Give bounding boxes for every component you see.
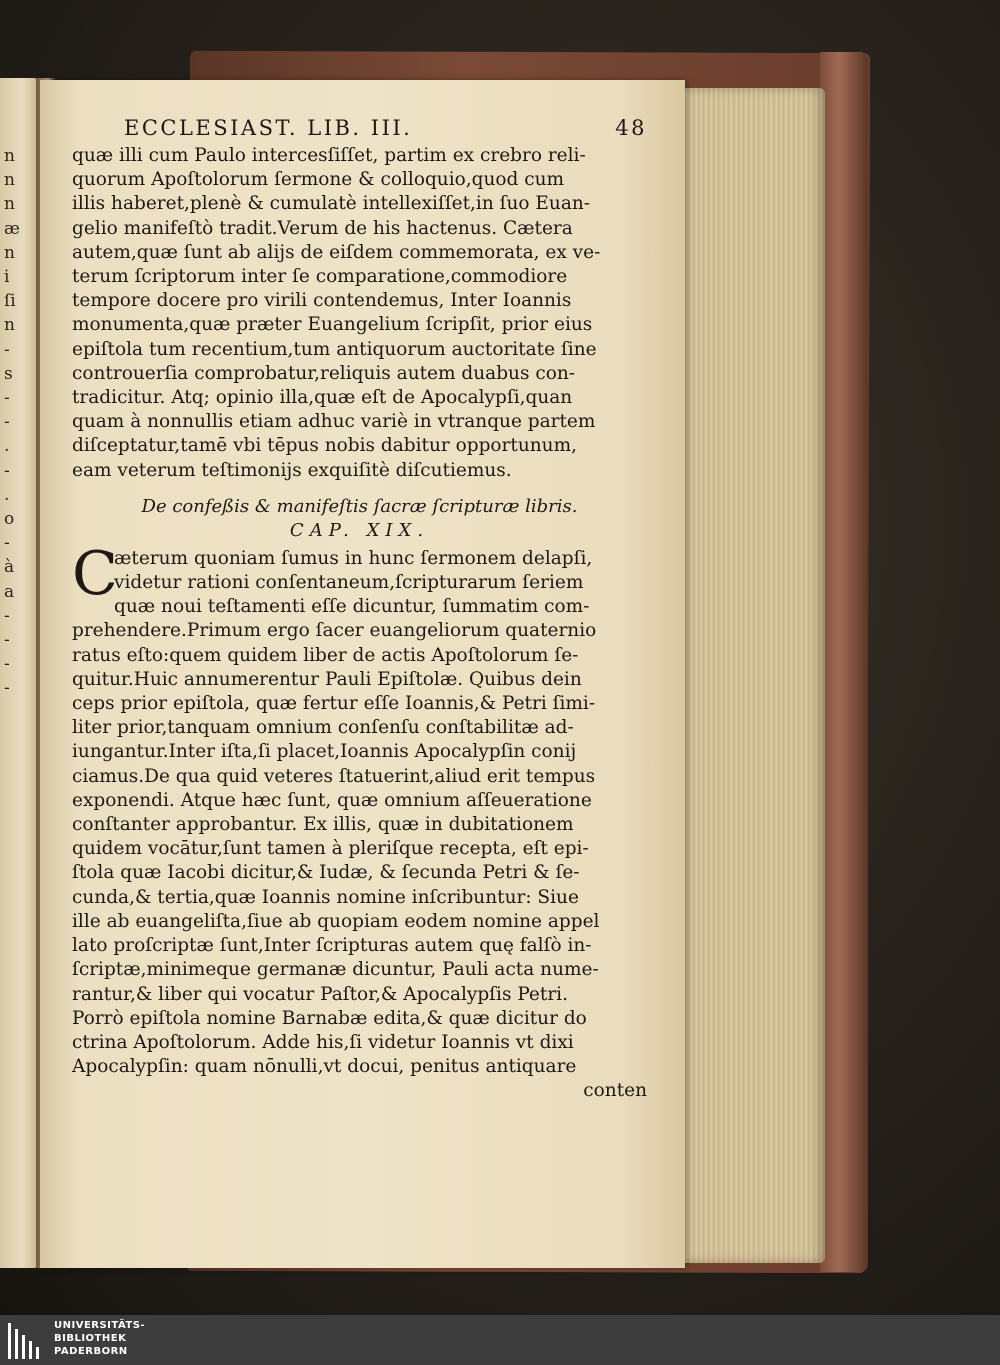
running-head-title: ECCLESIAST. LIB. III.: [124, 116, 413, 140]
left-page-glyph: ſi: [4, 291, 16, 312]
paragraph-2: [72, 538, 647, 1079]
text-line: quam à nonnullis etiam adhuc variè in vtranque partem: [72, 411, 596, 433]
text-line: iungantur.Inter iſta,ſi placet,Ioannis Apocalypſin conij: [72, 741, 577, 763]
text-line: lato proſcriptæ ſunt,Inter ſcripturas autem quę falſò in-: [72, 935, 592, 957]
text-line: ratus eſto:quem quidem liber de actis Apoſtolorum ſe-: [72, 644, 579, 666]
text-line: terum ſcriptorum inter ſe comparatione,commodiore: [72, 266, 568, 288]
left-page-glyph: -: [4, 339, 10, 360]
left-page-glyph: n: [4, 242, 15, 263]
text-line: ille ab euangeliſta,ſiue ab quopiam eodem nomine appel: [72, 910, 600, 932]
drop-cap: C: [72, 538, 118, 609]
left-page-glyph: o: [4, 509, 15, 529]
text-line: ſcriptæ,minimeque germanæ dicuntur, Pauli acta nume-: [72, 959, 599, 981]
left-page-glyph: -: [4, 678, 10, 699]
library-name-line-1: UNIVERSITÄTS-: [54, 1320, 146, 1331]
text-line: rantur,& liber qui vocatur Paſtor,& Apocalypſis Petri.: [72, 983, 568, 1005]
text-line: quidem vocātur,ſunt tamen à pleriſque recepta, eſt epi-: [72, 838, 589, 860]
library-name: [54, 1319, 145, 1358]
text-line: illis haberet,plenè & cumulatè intellexiſſet,in ſuo Euan-: [72, 193, 591, 215]
chapter-number: CAP. XIX.: [289, 519, 430, 541]
text-line: quorum Apoſtolorum ſermone & colloquio,quod cum: [72, 169, 565, 191]
text-line: monumenta,quæ præter Euangelium ſcripſit, prior eius: [72, 314, 593, 336]
running-head: [72, 116, 647, 140]
catchword: conten: [583, 1080, 647, 1102]
left-page-fragment: [0, 78, 38, 1268]
text-line: controuerſia comprobatur,reliquis autem duabus con-: [72, 362, 575, 384]
text-line: videtur rationi conſentaneum,ſcripturarum ſeriem: [114, 572, 584, 594]
text-line: ceps prior epiſtola, quæ fertur eſſe Ioannis,& Petri ſimi-: [72, 693, 596, 715]
left-page-glyph: -: [4, 388, 10, 408]
paragraph-2-first-lines: [72, 538, 647, 620]
text-line: eam veterum teſtimonijs exquiſitè diſcutiemus.: [72, 459, 512, 481]
library-name-line-2: BIBLIOTHEK: [54, 1333, 127, 1344]
text-line: conſtanter approbantur. Ex illis, quæ in dubitationem: [72, 814, 574, 836]
left-page-glyph: -: [4, 412, 10, 433]
text-line: prehendere.Primum ergo ſacer euangeliorum quaternio: [72, 620, 597, 642]
text-line: exponendi. Atque hæc ſunt, quæ omnium aſſeueratione: [72, 789, 592, 811]
page-block-edge: [685, 88, 825, 1263]
text-line: Porrò epiſtola nomine Barnabæ edita,& quæ dicitur do: [72, 1007, 587, 1029]
text-line: ciamus.De qua quid veteres ſtatuerint,aliud erit tempus: [72, 765, 596, 787]
text-line: æterum quoniam ſumus in hunc ſermonem delapſi,: [114, 547, 593, 569]
text-line: tempore docere pro virili contendemus, Inter Ioannis: [72, 290, 572, 312]
left-page-glyph: n: [4, 194, 15, 215]
cover-edge: [820, 52, 868, 1272]
paragraph-2-body: [72, 619, 647, 1079]
text-line: gelio manifeſtò tradit.Verum de his hactenus. Cætera: [72, 217, 573, 239]
text-line: ctrina Apoſtolorum. Adde his,ſi videtur Ioannis vt dixi: [72, 1031, 574, 1053]
chapter-title: De confeßis & manifeſtis ſacræ ſcripturæ libris.: [141, 495, 578, 517]
text-line: Apocalypſin: quam nōnulli,vt docui, penitus antiquare: [72, 1056, 577, 1078]
left-page-glyph: à: [4, 557, 15, 578]
paragraph-1: [72, 144, 647, 483]
book-page: [40, 80, 685, 1268]
left-page-glyph: -: [4, 630, 10, 650]
text-line: ſtola quæ Iacobi dicitur,& Iudæ, & ſecunda Petri & ſe-: [72, 862, 580, 884]
left-page-glyph: s: [4, 363, 13, 384]
library-name-line-3: PADERBORN: [54, 1346, 128, 1357]
left-page-glyph: -: [4, 654, 10, 675]
text-line: epiſtola tum recentium,tum antiquorum auctoritate ſine: [72, 338, 597, 360]
text-line: autem,quæ ſunt ab alijs de eiſdem commemorata, ex ve-: [72, 241, 601, 263]
edge-inscription: [697, 153, 818, 191]
text-line: quitur.Huic annumerentur Pauli Epiſtolæ. Quibus dein: [72, 668, 582, 690]
text-line: tradicitur. Atq; opinio illa,quæ eſt de Apocalypſi,quan: [72, 387, 573, 409]
left-page-glyph: .: [4, 436, 10, 457]
left-page-glyph: n: [4, 315, 15, 336]
page-text: [72, 116, 647, 1104]
footer-bar: [0, 1315, 1000, 1365]
left-page-glyph: æ: [4, 218, 20, 239]
text-line: liter prior,tanquam omnium conſenſu conſtabilitæ ad-: [72, 717, 574, 739]
text-line: cunda,& tertia,quæ Ioannis nomine inſcribuntur: Siue: [72, 886, 579, 908]
left-page-glyph: i: [4, 267, 10, 287]
text-line: quæ noui teſtamenti eſſe dicuntur, ſummatim com-: [114, 596, 590, 618]
folio-number: 48: [615, 116, 647, 140]
left-page-glyph: n: [4, 146, 15, 166]
left-page-glyph: .: [4, 484, 10, 505]
text-line: quæ illi cum Paulo intercesſiſſet, partim ex crebro reli-: [72, 145, 586, 166]
left-page-glyph: n: [4, 170, 15, 191]
left-page-glyph: -: [4, 533, 10, 554]
left-page-glyph: a: [4, 581, 15, 602]
library-logo-icon: [8, 1323, 46, 1359]
left-page-glyph: -: [4, 605, 10, 626]
left-page-glyph: -: [4, 460, 10, 481]
text-line: diſceptatur,tamē vbi tēpus nobis dabitur opportunum,: [72, 435, 578, 457]
